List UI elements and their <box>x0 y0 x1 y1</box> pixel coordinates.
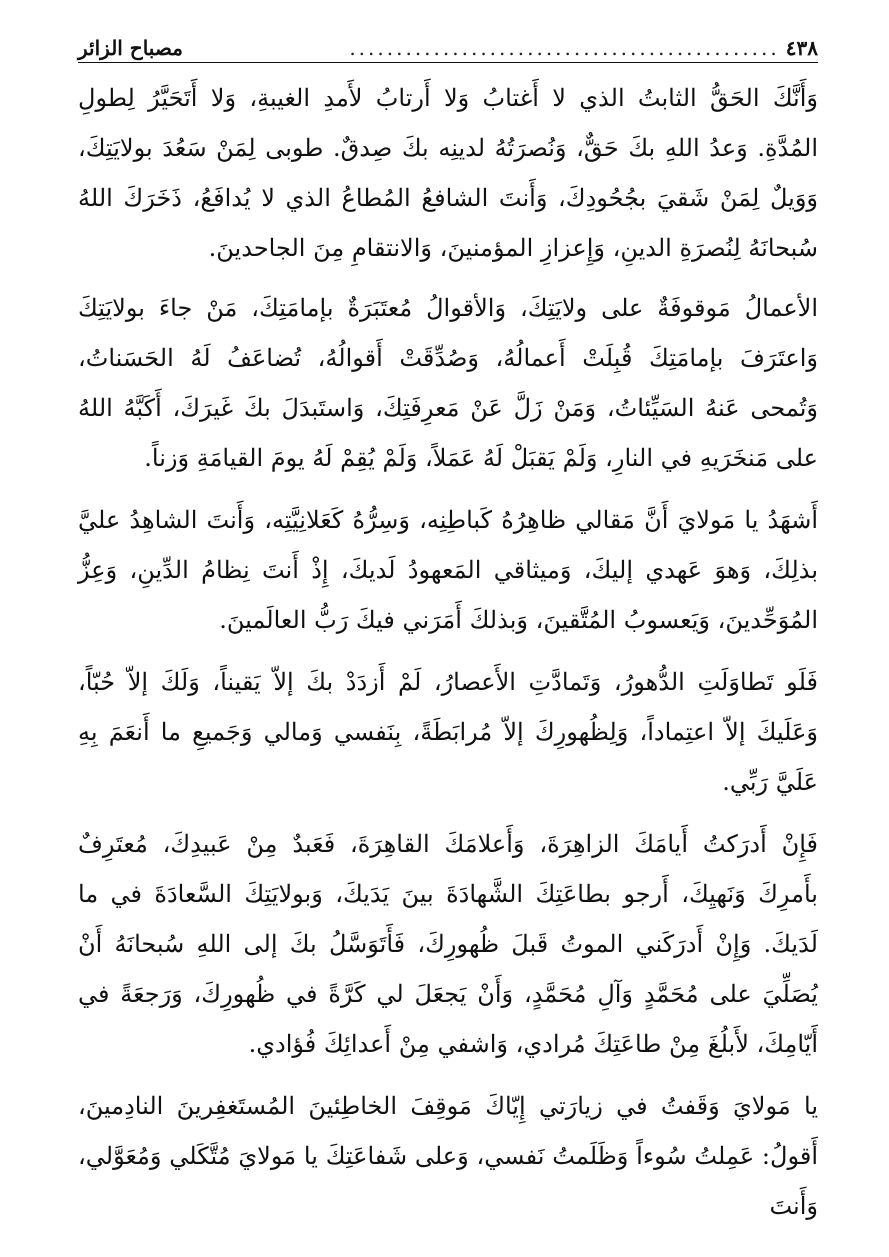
paragraph-2: الأعمالُ مَوقوفَةٌ على ولايَتِكَ، وَالأقوالُ مُعتَبَرَةٌ بإمامَتِكَ، مَنْ جاءَ بولايَتِكَ وَاعتَرَفَ بإمامَتِكَ قُبِلَتْ أَعمالُهُ، وَصُدِّقَتْ أَقوالُهُ، تُضاعَفُ لَهُ الحَسَناتُ، وَتُمحى عَنهُ السَيِّئاتُ، وَمَنْ زَلَّ عَنْ مَعرِفَتِكَ، وَاستَبدَلَ بكَ غَيرَكَ، أَكَبَّهُ اللهُ على مَنخَرَيهِ في النارِ، وَلَمْ يَقبَلْ لَهُ عَمَلاً، وَلَمْ يُقِمْ لَهُ يومَ القيامَةِ وَزناً. <box>78 294 818 472</box>
document-page <box>78 30 818 1243</box>
running-header <box>78 30 818 63</box>
paragraph-3: أَشهَدُ يا مَولايَ أَنَّ مَقالي ظاهِرُهُ كَباطِنِه، وَسِرُّهُ كَعَلانِيَّتِه، وَأَنتَ الشاهِدُ عليَّ بذلِكَ، وَهوَ عَهدي إليكَ، وَميثاقي المَعهودُ لَديكَ، إِذْ أَنتَ نِظامُ الدِّينِ، وَعِزُّ المُوَحِّدينَ، وَيَعسوبُ المُتَّقينَ، وَبذلكَ أَمَرَني فيكَ رَبُّ العالَمينَ. <box>78 506 818 634</box>
leader-dots: .............................................. <box>349 36 780 60</box>
body-text <box>78 73 818 1231</box>
book-title: مصباح الزائر <box>78 36 183 60</box>
paragraph-6: يا مَولايَ وَقَفتُ في زيارَتي إِيّاكَ مَوقِفَ الخاطِئينَ المُستَغفِرينَ النادِمينَ، أَقولُ: عَمِلتُ سُوءاً وَظَلَمتُ نَفسي، وَعلى شَفاعَتِكَ يا مَولايَ مُتَّكَلي وَمُعَوَّلي، وَأَنتَ <box>78 1092 818 1220</box>
paragraph-4: فَلَو تَطاوَلَتِ الدُّهورُ، وَتَمادَّتِ الأَعصارُ، لَمْ أَزدَدْ بكَ إلاّ يَقيناً، وَلَكَ إلاّ حُبّاً، وَعَلَيكَ إلاّ اعتِماداً، وَلِظُهورِكَ إلاّ مُرابَطَةً، بِنَفسي وَمالي وَجَميعِ ما أَنعَمَ بِهِ عَلَيَّ رَبِّي. <box>78 668 818 796</box>
paragraph-1: وَأَنَّكَ الحَقُّ الثابتُ الذي لا أَغتابُ وَلا أَرتابُ لأَمدِ الغيبةِ، وَلا أَتَحَيَّرُ لِطولِ المُدَّةِ. وَعدُ اللهِ بكَ حَقٌّ، وَنُصرَتُهُ لدينِه بكَ صِدقٌ. طوبى لِمَنْ سَعُدَ بولايَتِكَ، وَوَيلٌ لِمَنْ شَقيَ بجُحُودِكَ، وَأَنتَ الشافعُ المُطاعُ الذي لا يُدافَعُ، ذَخَرَكَ اللهُ سُبحانَهُ لِنُصرَةِ الدينِ، وَإِعزازِ المؤمنينَ، وَالانتقامِ مِنَ الجاحدينَ. <box>78 84 818 262</box>
paragraph-5: فَإِنْ أَدرَكتُ أَيامَكَ الزاهِرَةَ، وَأَعلامَكَ القاهِرَةَ، فَعَبدٌ مِنْ عَبيدِكَ، مُعتَرِفٌ بأَمرِكَ وَنَهيِكَ، أَرجو بطاعَتِكَ الشَّهادَةَ بينَ يَدَيكَ، وَبولايَتِكَ السَّعادَةَ في ما لَدَيكَ. وَإِنْ أَدرَكَني الموتُ قَبلَ ظُهورِكَ، فَأَتَوَسَّلُ بكَ إلى اللهِ سُبحانَهُ أَنْ يُصَلِّيَ على مُحَمَّدٍ وَآلِ مُحَمَّدٍ، وَأَنْ يَجعَلَ لي كَرَّةً في ظُهورِكَ، وَرَجعَةً في أَيّامِكَ، لأَبلُغَ مِنْ طاعَتِكَ مُرادي، وَاشفي مِنْ أَعدائِكَ فُؤادي. <box>78 830 818 1058</box>
page-number: ٤٣٨ <box>785 36 818 60</box>
